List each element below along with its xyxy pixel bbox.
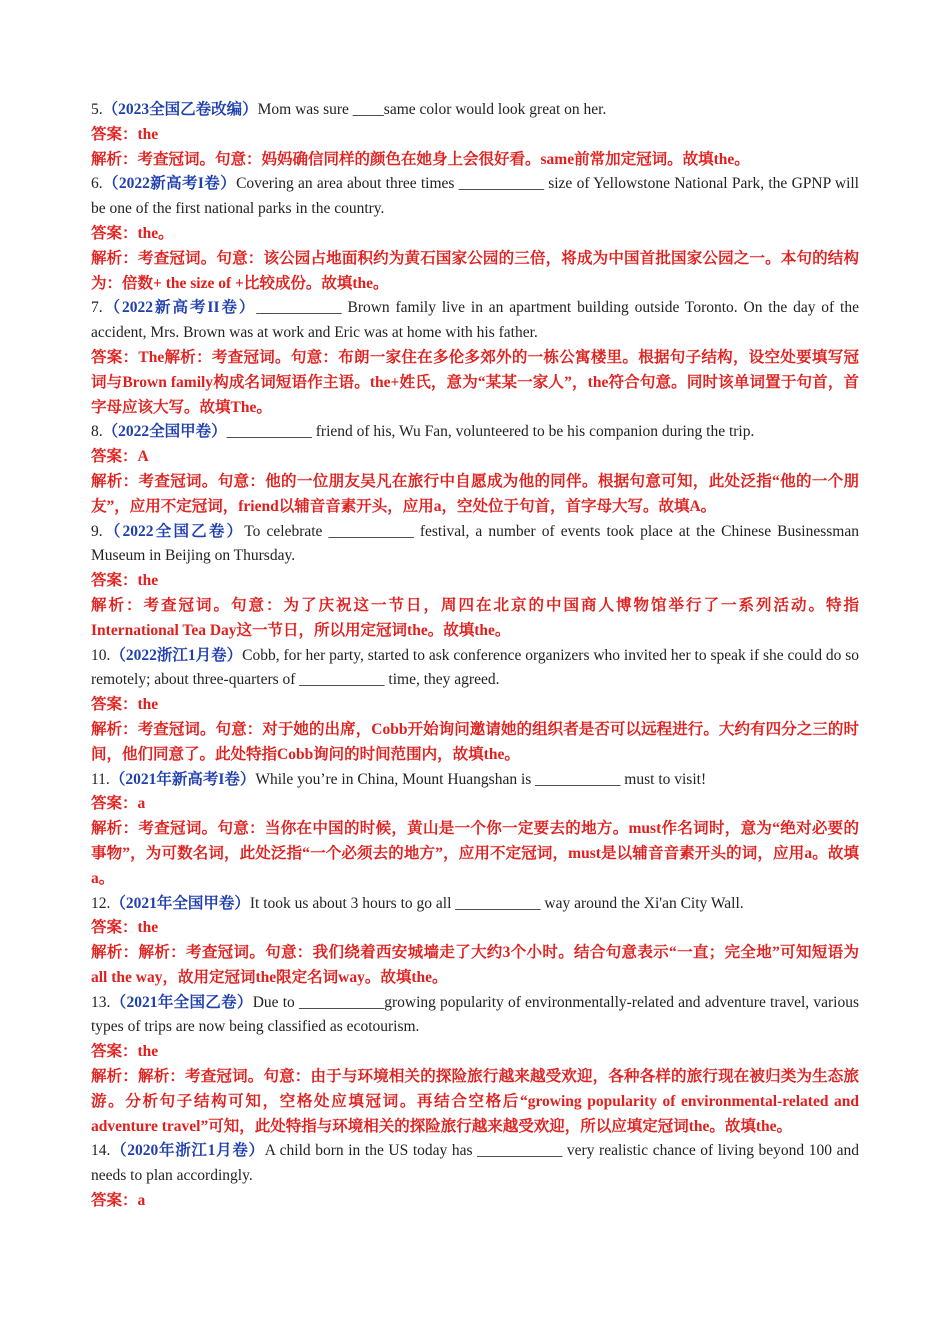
question-body: ___________ friend of his, Wu Fan, volunteered to be his companion during the trip. <box>226 423 755 441</box>
explanation-text: 解析：考查冠词。句意：为了庆祝这一节日，周四在北京的中国商人博物馆举行了一系列活动。特指International Tea Day这一节日，所以用定冠词the。故填the。 <box>91 596 859 639</box>
question-body: It took us about 3 hours to go all ___________ way around the Xi'an City Wall. <box>249 894 744 912</box>
question-source: （2021年新高考I卷） <box>109 770 256 788</box>
question-number: 12. <box>91 894 111 912</box>
question-source: （2021年全国乙卷） <box>110 993 253 1011</box>
explanation-text: 解析：解析：考查冠词。句意：由于与环境相关的探险旅行越来越受欢迎，各种各样的旅行现在被归类为生态旅游。分析句子结构可知，空格处应填冠词。再结合空格后“growing popularity of environmental-related and adventure travel”可知，此处特指与环境相关的探险旅行越来越受欢迎，所以应填定冠词the。故填the。 <box>91 1068 859 1135</box>
question-text <box>91 1139 859 1189</box>
answer-line: 答案：the <box>91 125 159 143</box>
answer-line: 答案：the <box>91 1043 159 1061</box>
question-item <box>91 172 859 296</box>
answer-line: 答案：the <box>91 696 159 714</box>
answer-line: 答案：a <box>91 1192 146 1210</box>
question-source: （2020年浙江1月卷） <box>110 1142 265 1160</box>
question-text <box>91 768 859 793</box>
question-item <box>91 991 859 1140</box>
question-text <box>91 98 859 123</box>
explanation-text: 解析：考查冠词。句意：妈妈确信同样的颜色在她身上会很好看。same前常加定冠词。故填the。 <box>91 150 750 168</box>
question-number: 11. <box>91 770 110 788</box>
question-body: To celebrate ___________ festival, a number of events took place at the Chinese Businessman Museum in Beijing on Thursday. <box>91 522 859 565</box>
question-body: While you’re in China, Mount Huangshan is ___________ must to visit! <box>255 770 707 788</box>
question-text <box>91 520 859 570</box>
answer-line: 答案：the。 <box>91 224 174 242</box>
question-body: Covering an area about three times ___________ size of Yellowstone National Park, the GPNP will be one of the first national parks in the country. <box>91 175 859 218</box>
question-text <box>91 172 859 222</box>
answer-explanation <box>91 346 859 420</box>
question-item <box>91 1139 859 1213</box>
question-body: Mom was sure ____same color would look great on her. <box>257 101 607 118</box>
question-item <box>91 520 859 644</box>
question-text <box>91 644 859 694</box>
explanation-text: 解析：考查冠词。句意：布朗一家住在多伦多郊外的一栋公寓楼里。根据句子结构，设空处要填写冠词与Brown family构成名词短语作主语。the+姓氏，意为“某某一家人”，the符合句意。同时该单词置于句首，首字母应该大写。故填The。 <box>91 348 859 416</box>
question-source: （2022全国乙卷） <box>102 522 245 540</box>
answer-line: 答案：a <box>91 795 146 813</box>
question-source: （2022新高考II卷） <box>102 299 257 317</box>
question-number: 7. <box>91 299 103 317</box>
question-body: A child born in the US today has ___________ very realistic chance of living beyond 100 and needs to plan accordingly. <box>91 1142 859 1185</box>
explanation-text: 解析：解析：考查冠词。句意：我们绕着西安城墙走了大约3个小时。结合句意表示“一直；完全地”可知短语为all the way，故用定冠词the限定名词way。故填the。 <box>91 944 859 986</box>
question-number: 5. <box>91 101 103 118</box>
question-item <box>91 644 859 768</box>
answer-line: 答案：the <box>91 919 159 937</box>
question-source: （2022全国甲卷） <box>102 423 227 441</box>
question-text <box>91 296 859 346</box>
question-source: （2022浙江1月卷） <box>110 646 243 664</box>
explanation-text: 解析：考查冠词。句意：该公园占地面积约为黄石国家公园的三倍，将成为中国首批国家公园之一。本句的结构为：倍数+ the size of +比较成份。故填the。 <box>91 249 859 292</box>
answer-line: 答案：the <box>91 572 159 590</box>
question-item <box>91 98 859 172</box>
question-item <box>91 768 859 892</box>
question-source: （2021年全国甲卷） <box>110 894 250 912</box>
question-number: 8. <box>91 423 103 441</box>
question-body: Due to ___________growing popularity of environmentally-related and adventure travel, various types of trips are now being classified as ecotourism. <box>91 993 859 1036</box>
question-number: 9. <box>91 522 103 540</box>
question-number: 6. <box>91 175 103 193</box>
question-item <box>91 296 859 420</box>
question-body: Cobb, for her party, started to ask conference organizers who invited her to speak if she could do so remotely; about three-quarters of ___________ time, they agreed. <box>91 646 859 689</box>
question-number: 14. <box>91 1142 111 1160</box>
question-text <box>91 991 859 1041</box>
answer-label: 答案：The <box>91 348 165 366</box>
question-source: （2022新高考I卷） <box>102 175 237 193</box>
question-item <box>91 892 859 991</box>
question-number: 10. <box>91 646 111 664</box>
question-source: （2023全国乙卷改编） <box>102 101 258 118</box>
question-number: 13. <box>91 993 111 1011</box>
question-body: ___________ Brown family live in an apartment building outside Toronto. On the day of the accident, Mrs. Brown was at work and Eric was at home with his father. <box>91 299 859 342</box>
explanation-text: 解析：考查冠词。句意：对于她的出席，Cobb开始询问邀请她的组织者是否可以远程进行。大约有四分之三的时间，他们同意了。此处特指Cobb询问的时间范围内，故填the。 <box>91 720 859 763</box>
answer-line: 答案：A <box>91 448 149 466</box>
explanation-text: 解析：考查冠词。句意：当你在中国的时候，黄山是一个你一定要去的地方。must作名词时，意为“绝对必要的事物”，为可数名词，此处泛指“一个必须去的地方”，应用不定冠词，must是以辅音音素开头的词，应用a。故填a。 <box>91 820 859 887</box>
explanation-text: 解析：考查冠词。句意：他的一位朋友吴凡在旅行中自愿成为他的同伴。根据句意可知，此处泛指“他的一个朋友”，应用不定冠词，friend以辅音音素开头，应用a，空处位于句首，首字母大写。故填A。 <box>91 472 859 515</box>
question-text <box>91 420 859 445</box>
question-item <box>91 420 859 519</box>
question-text <box>91 892 859 917</box>
